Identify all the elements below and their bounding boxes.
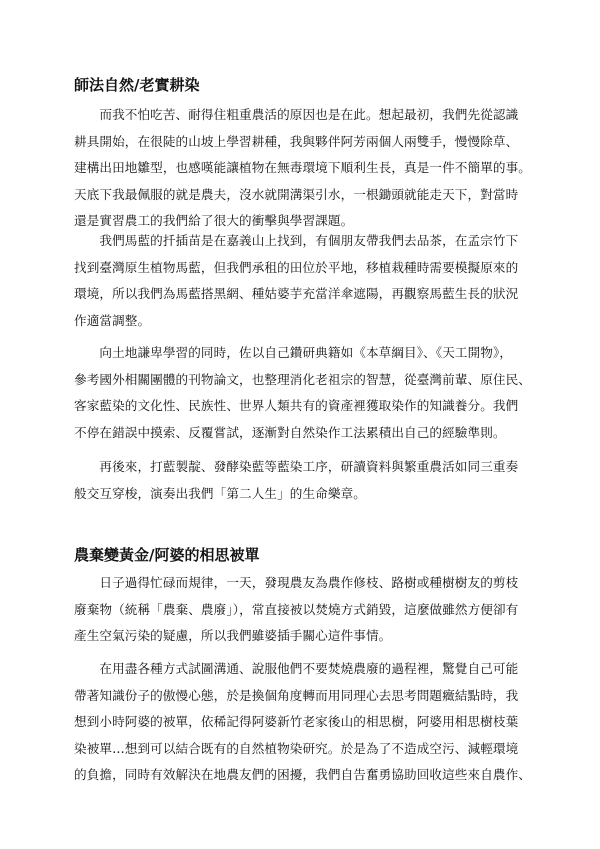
text-line: 找到臺灣原生植物馬藍，但我們承租的田位於平地，移植栽種時需要模擬原來的 — [74, 259, 519, 275]
paragraph — [74, 656, 534, 789]
text-line: 染被單…想到可以結合既有的自然植物染研究。於是為了不造成空污、減輕環境 — [74, 740, 519, 756]
paragraph — [74, 228, 534, 334]
text-line: 不停在錯誤中摸索、反覆嘗試，逐漸對自然染作工法累積出自己的經驗準則。 — [74, 424, 506, 440]
section-heading: 師法自然/老實耕染 — [74, 76, 200, 94]
paragraph — [74, 102, 534, 235]
text-line: 環境，所以我們為馬藍搭黑網、種姑婆芋充當洋傘遮陽，再觀察馬藍生長的狀況 — [74, 286, 519, 301]
text-line: 般交互穿梭，演奏出我們「第二人生」的生命樂章。 — [74, 485, 366, 501]
text-line: 耕具開始，在很陡的山坡上學習耕種，我與夥伴阿芳兩個人兩雙手，慢慢除草、 — [74, 133, 519, 149]
text-line: 想到小時阿婆的被單，依稀記得阿婆新竹老家後山的相思樹，阿婆用相思樹枝葉 — [74, 714, 519, 729]
text-line: 日子過得忙碌而規律，一天，發現農友為農作修枝、路樹或種樹樹友的剪枝 — [74, 575, 519, 590]
text-line: 廢棄物（統稱「農棄、農廢」），常直接被以焚燒方式銷毀，這麼做雖然方便卻有 — [74, 601, 519, 617]
text-line: 而我不怕吃苦、耐得住粗重農活的原因也是在此。想起最初，我們先從認識 — [74, 107, 519, 122]
text-line: 客家藍染的文化性、民族性、世界人類共有的資產裡獲取染作的知識養分。我們 — [74, 398, 519, 413]
text-line: 天底下我最佩服的就是農夫，沒水就開溝渠引水，一根鋤頭就能走天下，對當時 — [74, 186, 519, 202]
text-line: 作適當調整。 — [74, 312, 151, 328]
text-line: 帶著知識份子的傲慢心態，於是換個角度轉而用同理心去思考問題癥結點時，我 — [74, 687, 519, 703]
paragraph — [74, 570, 534, 650]
section-heading: 農棄變黃金/阿婆的相思被單 — [74, 546, 260, 564]
text-line: 還是實習農工的我們給了很大的衝擊與學習課題。 — [74, 213, 354, 228]
text-line: 建構出田地雛型，也感嘆能讓植物在無毒環境下順利生長，真是一件不簡單的事。 — [74, 160, 531, 175]
paragraph — [74, 340, 534, 446]
text-line: 我們馬藍的扦插苗是在嘉義山上找到，有個朋友帶我們去品茶，在孟宗竹下 — [74, 233, 519, 248]
text-line: 在用盡各種方式試圖溝通、說服他們不要焚燒農廢的過程裡，驚覺自己可能 — [74, 661, 519, 676]
text-line: 產生空氣污染的疑慮，所以我們雖婆插手關心這件事情。 — [74, 628, 392, 643]
text-line: 參考國外相關團體的刊物論文，也整理消化老祖宗的智慧，從臺灣前輩、原住民、 — [74, 371, 531, 387]
text-line: 的負擔，同時有效解決在地農友們的困擾，我們自告奮勇協助回收這些來自農作、 — [74, 767, 531, 782]
text-line: 向土地謙卑學習的同時，佐以自己鑽研典籍如《本草綱目》、《天工開物》， — [74, 345, 513, 360]
paragraph — [74, 454, 534, 507]
text-line: 再後來，打藍製靛、發酵染藍等藍染工序，研讀資料與繁重農活如同三重奏 — [74, 459, 519, 474]
